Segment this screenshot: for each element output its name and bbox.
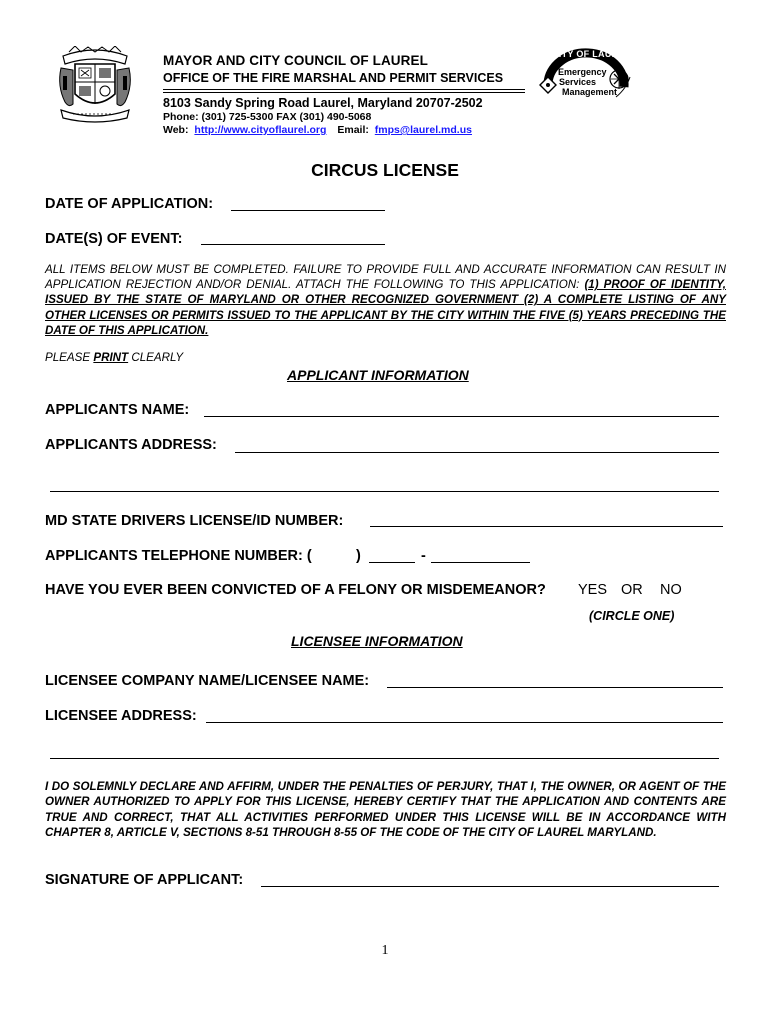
office-name: OFFICE OF THE FIRE MARSHAL AND PERMIT SERVICES — [163, 71, 504, 85]
dates-of-event-label: DATE(S) OF EVENT: — [45, 231, 183, 247]
date-of-application-label: DATE OF APPLICATION: — [45, 196, 214, 212]
declaration-text: I DO SOLEMNLY DECLARE AND AFFIRM, UNDER THE PENALTIES OF PERJURY, THAT I, THE OWNER, OR AGENT OF THE OWNER AUTHORIZED TO APPLY FOR THIS LICENSE, HEREBY CERTIFY THAT THE APPLICATION AND CONTENTS ARE TRUE AND CORRECT, THAT ALL ACTIVITIES PERFORMED UNDER THIS LICENSE WILL BE IN ACCORDANCE WITH CHAPTER 8, ARTICLE V, SECTIONS 8-51 THROUGH 8-55 OF THE CODE OF THE CITY OF LAUREL MARYLAND. — [45, 780, 726, 839]
web-link[interactable]: http://www.cityoflaurel.org — [194, 124, 327, 136]
web-email-line — [163, 124, 472, 136]
instructions-requirements: (1) PROOF OF IDENTITY, ISSUED BY THE STATE OF MARYLAND OR OTHER RECOGNIZED GOVERNMENT (2) A COMPLETE LISTING OF ANY OTHER LICENSES OR PERMITS ISSUED TO THE APPLICANT BY THE CITY WITHIN THE FIVE (5) YEARS PRECEDING THE DATE OF THIS APPLICATION. — [45, 278, 726, 337]
web-label: Web: — [163, 124, 189, 136]
city-seal-logo — [55, 46, 135, 124]
badge-line3: Management — [562, 87, 618, 97]
header-rule-bottom — [163, 92, 525, 93]
felony-no-option[interactable]: NO — [660, 582, 682, 598]
signature-label: SIGNATURE OF APPLICANT: — [45, 872, 244, 888]
office-address: 8103 Sandy Spring Road Laurel, Maryland 20707-2502 — [163, 96, 483, 110]
circle-one-note: (CIRCLE ONE) — [589, 609, 675, 623]
applicant-address-label: APPLICANTS ADDRESS: — [45, 437, 217, 453]
applicant-address-field[interactable] — [235, 452, 719, 453]
telephone-label: APPLICANTS TELEPHONE NUMBER: ( — [45, 548, 312, 564]
licensee-address-line2-field[interactable] — [50, 758, 719, 759]
print-note-after: CLEARLY — [128, 351, 184, 364]
email-label: Email: — [337, 124, 369, 136]
instructions-paragraph — [45, 262, 726, 338]
print-note-emphasis: PRINT — [93, 351, 129, 364]
print-clearly-note — [45, 351, 183, 364]
licensee-company-label: LICENSEE COMPANY NAME/LICENSEE NAME: — [45, 673, 370, 689]
badge-line1: Emergency — [558, 67, 607, 77]
licensee-company-field[interactable] — [387, 687, 723, 688]
phone-fax: Phone: (301) 725-5300 FAX (301) 490-5068 — [163, 111, 372, 123]
email-link[interactable]: fmps@laurel.md.us — [374, 124, 472, 136]
signature-field[interactable] — [261, 886, 719, 887]
telephone-line-number-field[interactable] — [431, 562, 530, 563]
drivers-license-label: MD STATE DRIVERS LICENSE/ID NUMBER: — [45, 513, 344, 529]
badge-bottom-text: MARYLAND — [562, 107, 614, 117]
licensee-address-field[interactable] — [206, 722, 723, 723]
applicant-info-heading: APPLICANT INFORMATION — [287, 367, 469, 383]
telephone-prefix-field[interactable] — [369, 562, 415, 563]
header-rule-top — [163, 89, 525, 90]
applicant-name-label: APPLICANTS NAME: — [45, 402, 190, 418]
drivers-license-field[interactable] — [370, 526, 723, 527]
fire-emblem-icon — [608, 66, 630, 92]
licensee-info-heading: LICENSEE INFORMATION — [291, 633, 463, 649]
applicant-name-field[interactable] — [204, 416, 719, 417]
page-title: CIRCUS LICENSE — [311, 160, 459, 180]
telephone-paren-close: ) — [356, 548, 361, 564]
dates-of-event-field[interactable] — [201, 244, 385, 245]
felony-yes-option[interactable]: YES — [578, 582, 608, 598]
org-name: MAYOR AND CITY COUNCIL OF LAUREL — [163, 53, 428, 68]
felony-or-text: OR — [621, 582, 643, 598]
badge-line2: Services — [559, 77, 597, 87]
felony-question: HAVE YOU EVER BEEN CONVICTED OF A FELONY OR MISDEMEANOR? — [45, 582, 546, 598]
applicant-address-line2-field[interactable] — [50, 491, 719, 492]
instructions-lead: ALL ITEMS BELOW MUST BE COMPLETED. FAILURE TO PROVIDE FULL AND ACCURATE INFORMATION CAN RESULT IN APPLICATION REJECTION AND/OR DENIAL. ATTACH THE FOLLOWING TO THIS APPLICATION: — [45, 263, 726, 292]
telephone-dash: - — [421, 548, 426, 564]
licensee-address-label: LICENSEE ADDRESS: — [45, 708, 197, 724]
date-of-application-field[interactable] — [231, 210, 385, 211]
page-number: 1 — [381, 943, 389, 958]
print-note-before: PLEASE — [45, 351, 94, 364]
badge-top-text: CITY OF LAUREL — [552, 49, 631, 59]
